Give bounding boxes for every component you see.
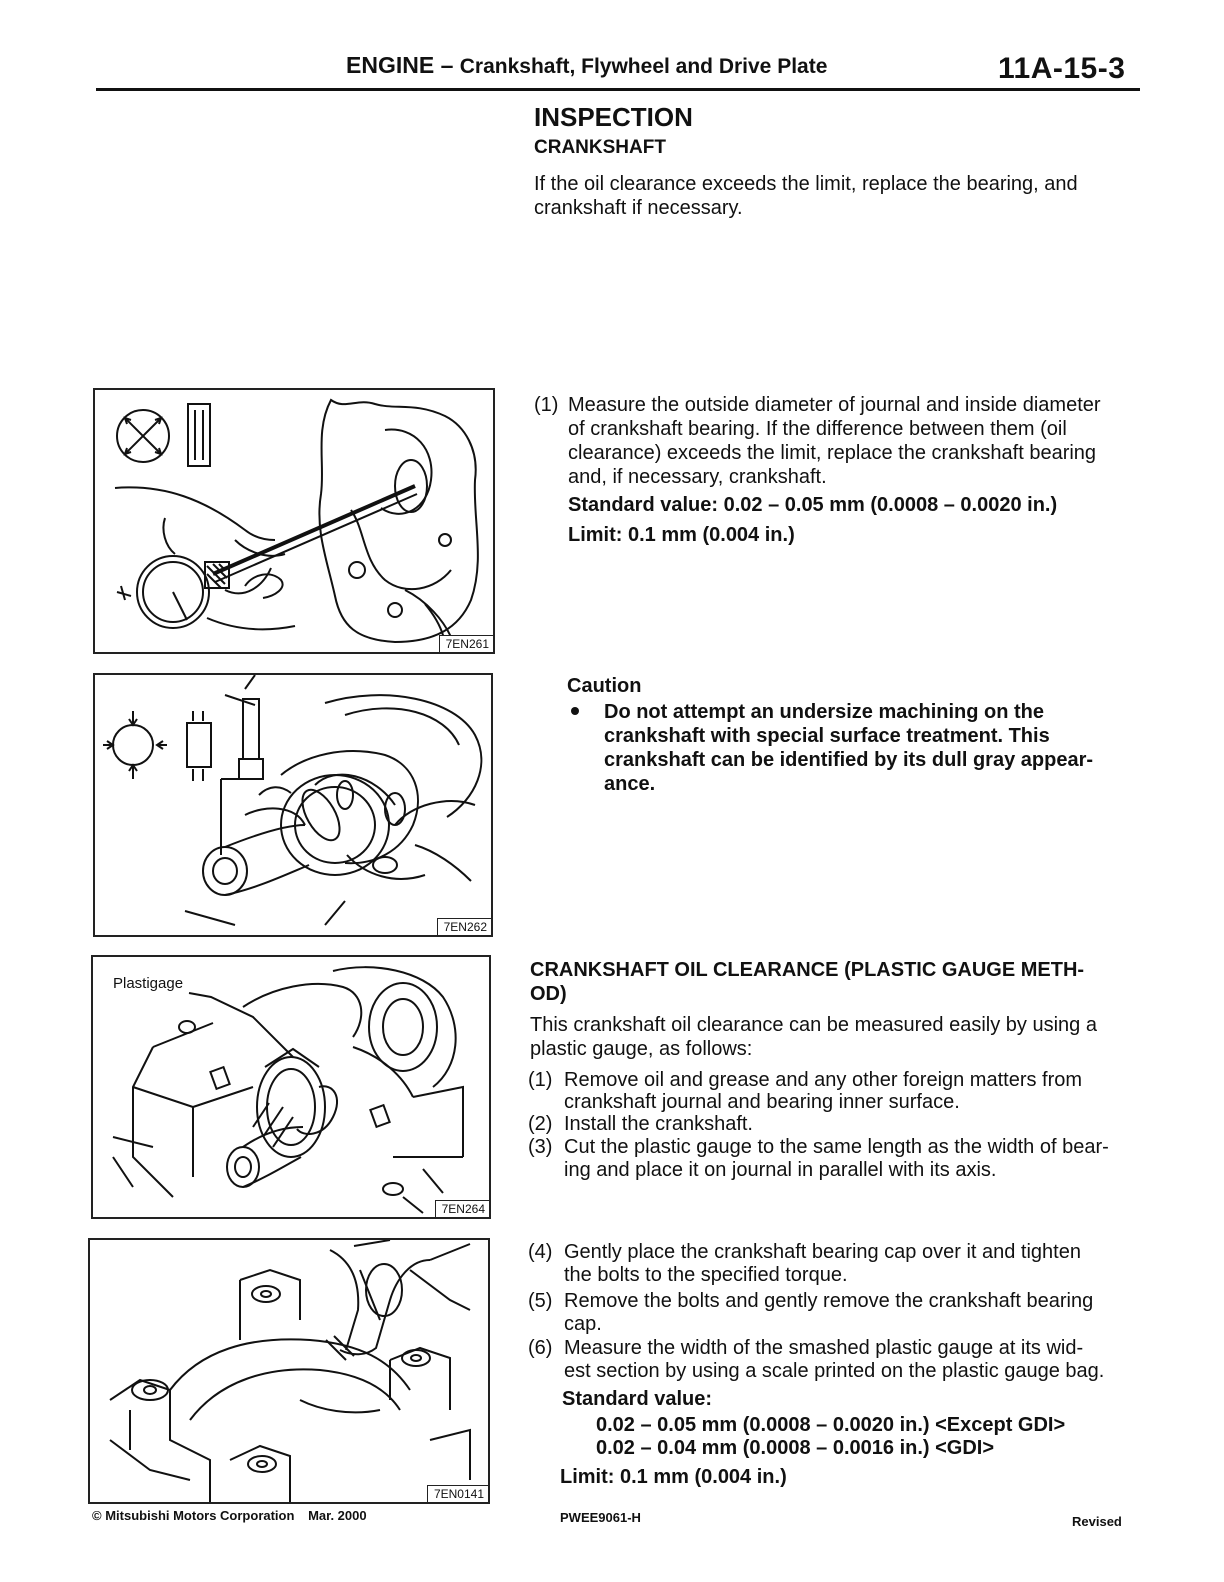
plastigage-illustration [93,957,489,1217]
crankshaft-subheading: CRANKSHAFT [534,137,666,158]
header-rule [96,88,1140,91]
plastic-gauge-steps-4-6 [528,1240,1148,1500]
step1-number: (1) [534,394,559,416]
step1-line: and, if necessary, crankshaft. [568,466,827,488]
header-section: ENGINE [346,52,435,78]
plastigage-label: Plastigage [113,975,184,992]
footer-status: Revised [1072,1514,1122,1529]
bearing-cap-illustration [90,1240,488,1502]
step-number: (1) [528,1069,553,1091]
figure-bore-gauge [93,388,495,654]
header-title [346,52,827,79]
footer-company: Mitsubishi Motors Corporation [105,1508,295,1523]
caution-line: Do not attempt an undersize machining on the [604,701,1045,723]
caution-line: ance. [604,773,656,795]
caution-title: Caution [567,675,642,697]
step-line: crankshaft journal and bearing inner surface. [564,1091,960,1113]
figure-code: 7EN0141 [427,1485,488,1502]
step-number: (5) [528,1290,553,1312]
step-number: (6) [528,1337,553,1359]
step1-block [534,393,1144,553]
plastic-gauge-heading [530,958,1084,1006]
step-number: (4) [528,1241,553,1263]
heading-line: CRANKSHAFT OIL CLEARANCE (PLASTIC GAUGE METH- [530,959,1085,981]
header-dash: – [434,52,460,78]
footer-date: Mar. 2000 [308,1508,367,1523]
step-line: Cut the plastic gauge to the same length as the width of bear- [564,1136,1109,1158]
figure-micrometer [93,673,493,937]
step-line: ing and place it on journal in parallel with its axis. [564,1159,997,1181]
plastic-gauge-limit: Limit: 0.1 mm (0.004 in.) [560,1466,787,1488]
standard-value-gdi: 0.02 – 0.04 mm (0.0008 – 0.0016 in.) <GDI> [596,1437,995,1459]
step-line: Measure the width of the smashed plastic gauge at its wid- [564,1337,1084,1359]
figure-bearing-cap [88,1238,490,1504]
header-subtitle: Crankshaft, Flywheel and Drive Plate [459,55,828,78]
standard-value-label: Standard value: [562,1388,713,1410]
caution-body [604,700,1144,796]
bullet-icon [571,707,579,715]
step-line: the bolts to the specified torque. [564,1264,848,1286]
copyright-icon: © [92,1508,102,1523]
inspection-heading: INSPECTION [534,102,693,132]
micrometer-illustration [95,675,491,935]
figure-code: 7EN261 [439,635,493,652]
step-line: est section by using a scale printed on the plastic gauge bag. [564,1360,1105,1382]
step-line: Remove oil and grease and any other foreign matters from [564,1069,1083,1091]
step1-line: clearance) exceeds the limit, replace the crankshaft bearing [568,442,1097,464]
plastic-gauge-steps-1-3 [528,1068,1148,1188]
step1-limit: Limit: 0.1 mm (0.004 in.) [568,524,795,546]
step1-standard-value: Standard value: 0.02 – 0.05 mm (0.0008 – 0.0020 in.) [568,494,1058,516]
page-number: 11A-15-3 [998,52,1126,85]
figure-plastigage [91,955,491,1219]
step1-line: of crankshaft bearing. If the difference between them (oil [568,418,1067,440]
footer-doc-code: PWEE9061-H [560,1510,641,1525]
step1-line: Measure the outside diameter of journal and inside diameter [568,394,1101,416]
step-line: Install the crankshaft. [564,1113,753,1135]
heading-line: OD) [530,983,567,1005]
footer-copyright [92,1508,367,1523]
step-line: Remove the bolts and gently remove the crankshaft bearing [564,1290,1094,1312]
standard-value-except-gdi: 0.02 – 0.05 mm (0.0008 – 0.0020 in.) <Except GDI> [596,1414,1066,1436]
figure-code: 7EN264 [435,1200,489,1217]
intro-line: plastic gauge, as follows: [530,1038,753,1060]
intro-line: This crankshaft oil clearance can be measured easily by using a [530,1014,1097,1036]
plastic-gauge-intro [530,1013,1097,1061]
step-number: (3) [528,1136,553,1158]
step-line: cap. [564,1313,602,1335]
caution-line: crankshaft can be identified by its dull gray appear- [604,749,1094,771]
figure-code: 7EN262 [437,918,491,935]
bore-gauge-illustration [95,390,493,652]
inspection-intro: If the oil clearance exceeds the limit, replace the bearing, and crankshaft if necessary. [534,173,1078,219]
step-number: (2) [528,1113,553,1135]
caution-line: crankshaft with special surface treatment. This [604,725,1050,747]
step-line: Gently place the crankshaft bearing cap over it and tighten [564,1241,1081,1263]
